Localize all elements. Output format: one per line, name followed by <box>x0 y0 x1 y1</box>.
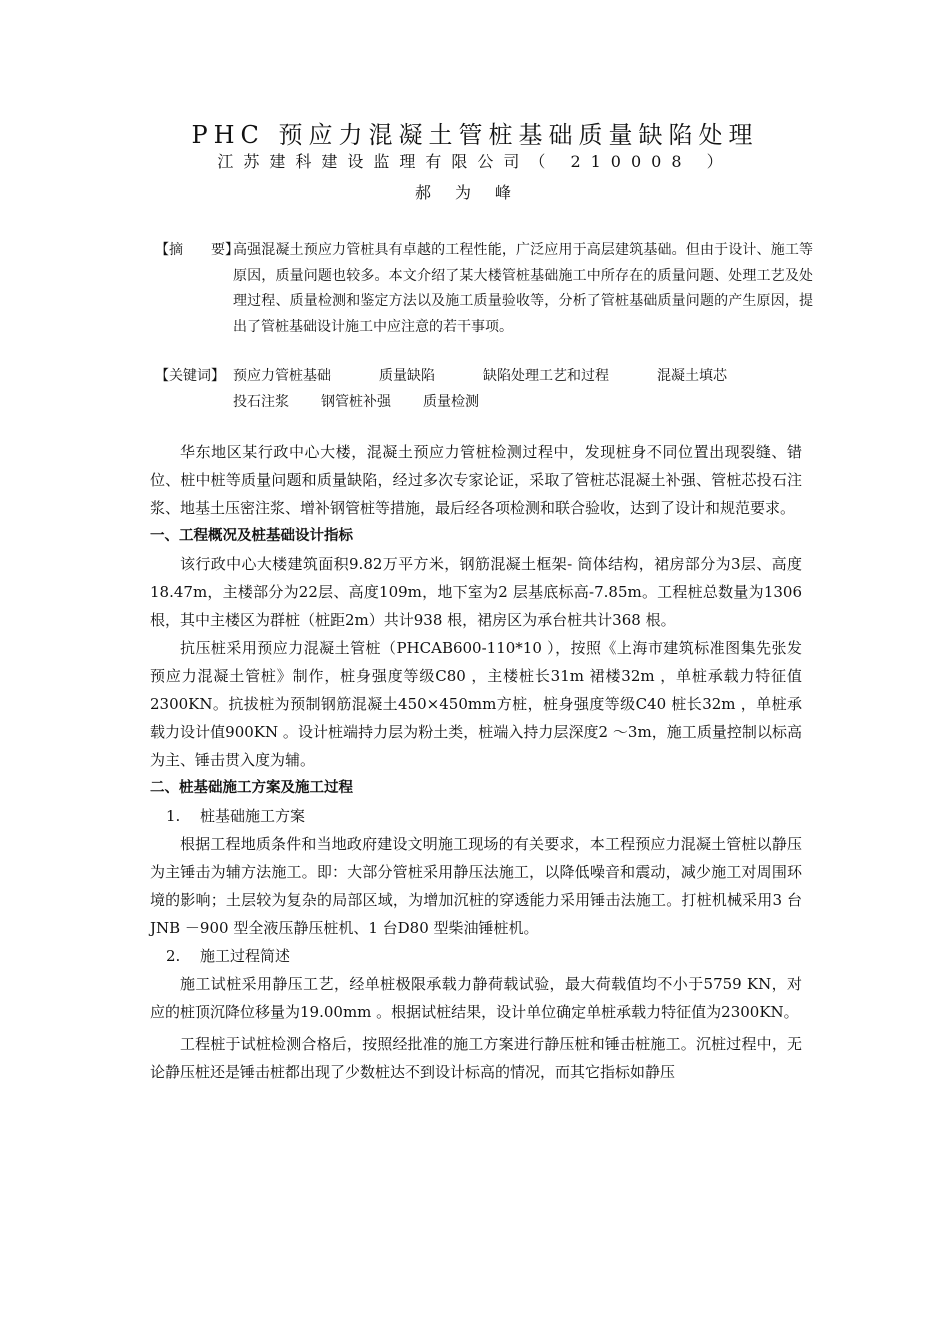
paragraph: 抗压桩采用预应力混凝土管桩（PHCAB600-110*10 ），按照《上海市建筑标准图集先张发预应力混凝土管桩》制作，桩身强度等级C80 ，主楼桩长31m 裙楼32m ，单桩承载力特征值2300KN。抗拔桩为预制钢筋混凝土450×450mm方桩，桩身强度等级C40 桩长32m ，单桩承载力设计值900KN 。设计桩端持力层为粉土类，桩端入持力层深度2 ～3m，施工质量控制以标高为主、锤击贯入度为辅。 <box>150 639 802 769</box>
abstract-text: 高强混凝土预应力管桩具有卓越的工程性能，广泛应用于高层建筑基础。但由于设计、施工等原因，质量问题也较多。本文介绍了某大楼管桩基础施工中所存在的质量问题、处理工艺及处理过程、质量检测和鉴定方法以及施工质量验收等，分析了管桩基础质量问题的产生原因，提出了管桩基础设计施工中应注意的若干事项。 <box>233 242 813 335</box>
keywords-row-1 <box>233 364 813 390</box>
author-affiliation: 江苏建科建设监理有限公司（ 210008 ） <box>217 152 733 171</box>
intro-paragraph: 华东地区某行政中心大楼，混凝土预应力管桩检测过程中，发现桩身不同位置出现裂缝、错位、桩中桩等质量问题和质量缺陷，经过多次专家论证，采取了管桩芯混凝土补强、管桩芯投石注浆、地基土压密注浆、增补钢管桩等措施，最后经各项检测和联合验收，达到了设计和规范要求。 <box>150 443 802 517</box>
keyword: 缺陷处理工艺和过程 <box>483 368 609 384</box>
keyword: 预应力管桩基础 <box>233 368 331 384</box>
keywords-section <box>155 364 815 416</box>
section-heading-2: 二、桩基础施工方案及施工过程 <box>150 780 353 796</box>
keyword: 质量检测 <box>423 393 479 410</box>
keyword: 投石注浆 <box>233 393 289 410</box>
document-title: PHC 预应力混凝土管桩基础质量缺陷处理 <box>191 121 759 149</box>
subsection-title: 施工过程简述 <box>200 947 291 965</box>
subsection-number: 1. <box>166 807 181 825</box>
keywords-row-2 <box>233 390 813 416</box>
subsection-number: 2. <box>166 947 181 965</box>
paragraph: 施工试桩采用静压工艺，经单桩极限承载力静荷载试验，最大荷载值均不小于5759 KN，对应的桩顶沉降位移量为19.00mm 。根据试桩结果，设计单位确定单桩承载力特征值为2300KN。 <box>150 975 802 1021</box>
keywords-label: 【关键词】 <box>155 368 225 384</box>
abstract-label: 【摘 要】 <box>155 242 239 258</box>
subsection-title: 桩基础施工方案 <box>200 807 306 825</box>
body-text <box>150 438 802 1086</box>
subsection-heading-2 <box>150 942 802 970</box>
paragraph: 该行政中心大楼建筑面积9.82万平方米，钢筋混凝土框架- 筒体结构，裙房部分为3层、高度18.47m，主楼部分为22层、高度109m，地下室为2 层基底标高-7.85m。工程桩总数量为1306根，其中主楼区为群桩（桩距2m）共计938 根，裙房区为承台桩共计368 根。 <box>150 555 802 629</box>
author-name: 郝为峰 <box>414 183 535 202</box>
keyword: 混凝土填芯 <box>657 368 727 384</box>
paragraph: 根据工程地质条件和当地政府建设文明施工现场的有关要求，本工程预应力混凝土管桩以静压为主锤击为辅方法施工。即：大部分管桩采用静压法施工，以降低噪音和震动，减少施工对周围环境的影响；土层较为复杂的局部区域，为增加沉桩的穿透能力采用锤击法施工。打桩机械采用3 台JNB －900 型全液压静压桩机、1 台D80 型柴油锤桩机。 <box>150 835 802 937</box>
keywords-list <box>233 364 813 415</box>
section-heading-1: 一、工程概况及桩基础设计指标 <box>150 528 353 544</box>
subsection-heading-1 <box>150 802 802 830</box>
abstract-section <box>155 238 815 368</box>
paragraph: 工程桩于试桩检测合格后，按照经批准的施工方案进行静压桩和锤击桩施工。沉桩过程中，无论静压桩还是锤击桩都出现了少数桩达不到设计标高的情况，而其它指标如静压 <box>150 1035 802 1081</box>
keyword: 钢管桩补强 <box>321 393 391 410</box>
keyword: 质量缺陷 <box>379 368 435 384</box>
